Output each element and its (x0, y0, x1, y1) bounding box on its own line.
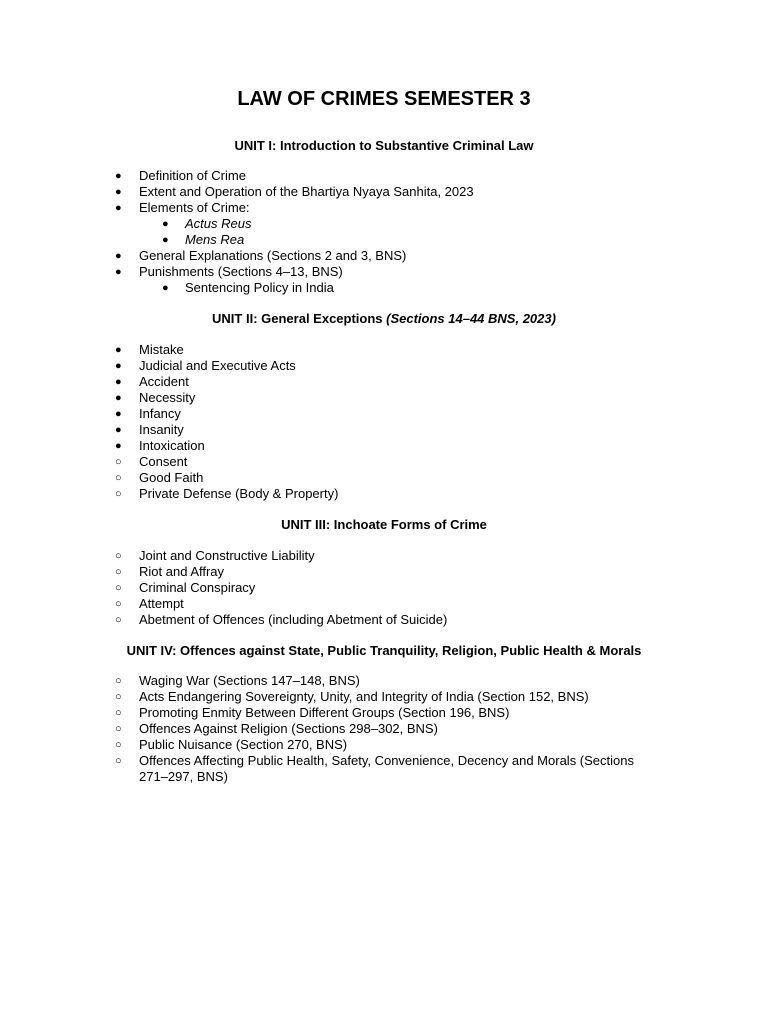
filled-bullet-icon: ● (115, 170, 122, 182)
list-item (0, 200, 639, 216)
list-item (0, 342, 639, 358)
hollow-bullet-icon: ○ (115, 456, 122, 468)
list-item-text: Abetment of Offences (including Abetment of Suicide) (139, 612, 448, 627)
list-item-text: Good Faith (139, 470, 204, 485)
list-item-text: Offences Against Religion (Sections 298–302, BNS) (139, 721, 438, 736)
list-item (0, 422, 639, 438)
list-item (0, 374, 639, 390)
filled-bullet-icon: ● (115, 392, 122, 404)
list-item-text: Acts Endangering Sovereignty, Unity, and Integrity of India (Section 152, BNS) (139, 689, 589, 704)
hollow-bullet-icon: ○ (115, 582, 122, 594)
filled-bullet-icon: ● (115, 344, 122, 356)
unit-2-heading (0, 311, 768, 327)
filled-bullet-icon: ● (162, 218, 169, 230)
list-item-text: Definition of Crime (139, 168, 246, 183)
sub-list-item (0, 216, 685, 232)
list-item-text: Consent (139, 454, 188, 469)
hollow-bullet-icon: ○ (115, 550, 122, 562)
hollow-bullet-icon: ○ (115, 472, 122, 484)
list-item (0, 753, 639, 785)
hollow-bullet-icon: ○ (115, 755, 122, 767)
list-item-text: Judicial and Executive Acts (139, 358, 296, 373)
list-item-text: Public Nuisance (Section 270, BNS) (139, 737, 348, 752)
list-item-text: Insanity (139, 422, 184, 437)
list-item (0, 548, 639, 564)
list-item (0, 721, 639, 737)
filled-bullet-icon: ● (115, 202, 122, 214)
unit-4-heading (0, 643, 768, 659)
list-item (0, 564, 639, 580)
list-item-text: Private Defense (Body & Property) (139, 486, 339, 501)
list-item (0, 184, 639, 200)
filled-bullet-icon: ● (115, 424, 122, 436)
unit-1-heading (0, 138, 768, 154)
filled-bullet-icon: ● (162, 282, 169, 294)
list-item-text: Riot and Affray (139, 564, 225, 579)
hollow-bullet-icon: ○ (115, 723, 122, 735)
sub-list-item (0, 280, 685, 296)
list-item-text: Waging War (Sections 147–148, BNS) (139, 673, 360, 688)
list-item (0, 596, 639, 612)
filled-bullet-icon: ● (115, 250, 122, 262)
unit-3-list (0, 548, 768, 628)
filled-bullet-icon: ● (162, 234, 169, 246)
list-item-text: Necessity (139, 390, 196, 405)
hollow-bullet-icon: ○ (115, 614, 122, 626)
list-item-text: Offences Affecting Public Health, Safety, Convenience, Decency and Morals (Sections 271–297, BNS) (139, 753, 634, 784)
list-item (0, 248, 639, 264)
filled-bullet-icon: ● (115, 266, 122, 278)
filled-bullet-icon: ● (115, 360, 122, 372)
list-item (0, 168, 639, 184)
list-item-text: Elements of Crime: (139, 200, 250, 215)
unit-3-heading (0, 517, 768, 533)
unit-1-list (0, 168, 768, 296)
list-item-text: Mens Rea (185, 232, 245, 247)
list-item-text: Infancy (139, 406, 181, 421)
hollow-bullet-icon: ○ (115, 598, 122, 610)
list-item-text: Intoxication (139, 438, 205, 453)
hollow-bullet-icon: ○ (115, 739, 122, 751)
list-item-text: General Explanations (Sections 2 and 3, BNS) (139, 248, 407, 263)
hollow-bullet-icon: ○ (115, 675, 122, 687)
list-item-text: Promoting Enmity Between Different Groups (Section 196, BNS) (139, 705, 510, 720)
filled-bullet-icon: ● (115, 186, 122, 198)
list-item-text: Attempt (139, 596, 184, 611)
unit-2-heading-italic: (Sections 14–44 BNS, 2023) (386, 311, 556, 326)
list-item (0, 737, 639, 753)
list-item-text: Extent and Operation of the Bhartiya Nyaya Sanhita, 2023 (139, 184, 474, 199)
list-item (0, 580, 639, 596)
filled-bullet-icon: ● (115, 408, 122, 420)
list-item (0, 406, 639, 422)
list-item (0, 612, 639, 628)
list-item-text: Criminal Conspiracy (139, 580, 256, 595)
filled-bullet-icon: ● (115, 440, 122, 452)
unit-1-heading-text: UNIT I: Introduction to Substantive Criminal Law (234, 138, 534, 153)
hollow-bullet-icon: ○ (115, 566, 122, 578)
unit-4-heading-text: UNIT IV: Offences against State, Public Tranquility, Religion, Public Health & Morals (126, 643, 642, 658)
filled-bullet-icon: ● (115, 376, 122, 388)
list-item (0, 705, 639, 721)
list-item (0, 673, 639, 689)
hollow-bullet-icon: ○ (115, 707, 122, 719)
list-item (0, 454, 639, 470)
sub-list-item (0, 232, 685, 248)
list-item (0, 470, 639, 486)
document-title: LAW OF CRIMES SEMESTER 3 (237, 88, 531, 110)
list-item (0, 689, 639, 705)
list-item (0, 264, 639, 280)
unit-2-list (0, 342, 768, 502)
list-item-text: Mistake (139, 342, 184, 357)
unit-2-heading-text: UNIT II: General Exceptions (212, 311, 387, 326)
list-item (0, 438, 639, 454)
list-item-text: Actus Reus (185, 216, 252, 231)
hollow-bullet-icon: ○ (115, 691, 122, 703)
list-item (0, 390, 639, 406)
list-item-text: Punishments (Sections 4–13, BNS) (139, 264, 343, 279)
list-item (0, 486, 639, 502)
list-item-text: Joint and Constructive Liability (139, 548, 315, 563)
unit-4-list (0, 673, 768, 785)
unit-3-heading-text: UNIT III: Inchoate Forms of Crime (281, 517, 487, 532)
list-item-text: Accident (139, 374, 189, 389)
list-item-text: Sentencing Policy in India (185, 280, 334, 295)
list-item (0, 358, 639, 374)
hollow-bullet-icon: ○ (115, 488, 122, 500)
